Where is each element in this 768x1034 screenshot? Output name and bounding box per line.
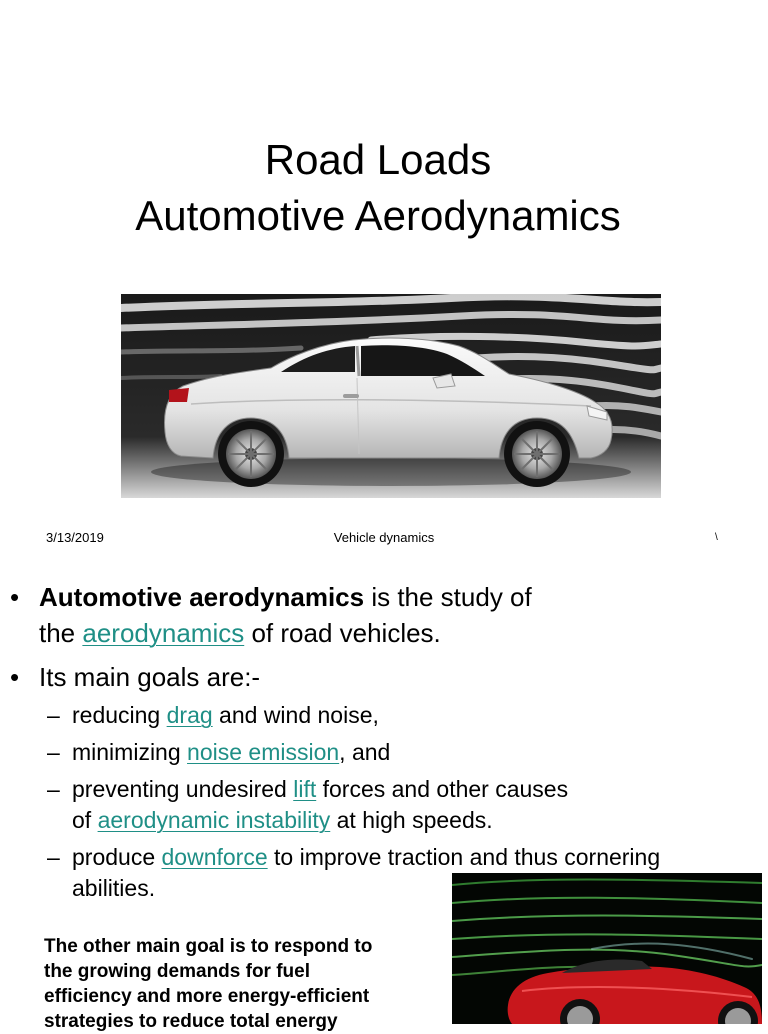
title-line-1: Road Loads	[264, 136, 492, 183]
note-line: efficiency and more energy-efficient	[44, 986, 370, 1007]
goal-note	[44, 934, 434, 1034]
wind-tunnel-car-image	[121, 294, 661, 498]
link-noise-emission[interactable]: noise emission	[187, 739, 340, 765]
note-line: the growing demands for fuel	[44, 961, 311, 982]
bullet-icon: •	[10, 582, 20, 612]
note-line: strategies to reduce total energy	[44, 1011, 338, 1032]
note-line: The other main goal is to respond to	[44, 936, 373, 957]
link-aerodynamic-instability[interactable]: aerodynamic instability	[97, 807, 331, 833]
dash-icon: –	[47, 702, 60, 728]
definition-term: Automotive aerodynamics	[39, 582, 365, 612]
red-roadster-smoke-image	[452, 873, 762, 1024]
footer-date: 3/13/2019	[46, 530, 104, 545]
white-coupe-illustration	[121, 294, 661, 498]
bullet-icon: •	[10, 662, 20, 692]
link-lift[interactable]: lift	[293, 776, 317, 802]
red-roadster-illustration	[452, 873, 762, 1024]
footer-page-number: \	[715, 532, 718, 543]
link-aerodynamics[interactable]: aerodynamics	[82, 618, 245, 648]
dash-icon: –	[47, 776, 60, 802]
title-line-2: Automotive Aerodynamics	[135, 192, 621, 239]
link-drag[interactable]: drag	[166, 702, 213, 728]
dash-icon: –	[47, 739, 60, 765]
slide-title	[0, 132, 756, 244]
dash-icon: –	[47, 844, 60, 870]
link-downforce[interactable]: downforce	[161, 844, 268, 870]
footer-topic: Vehicle dynamics	[333, 530, 435, 545]
